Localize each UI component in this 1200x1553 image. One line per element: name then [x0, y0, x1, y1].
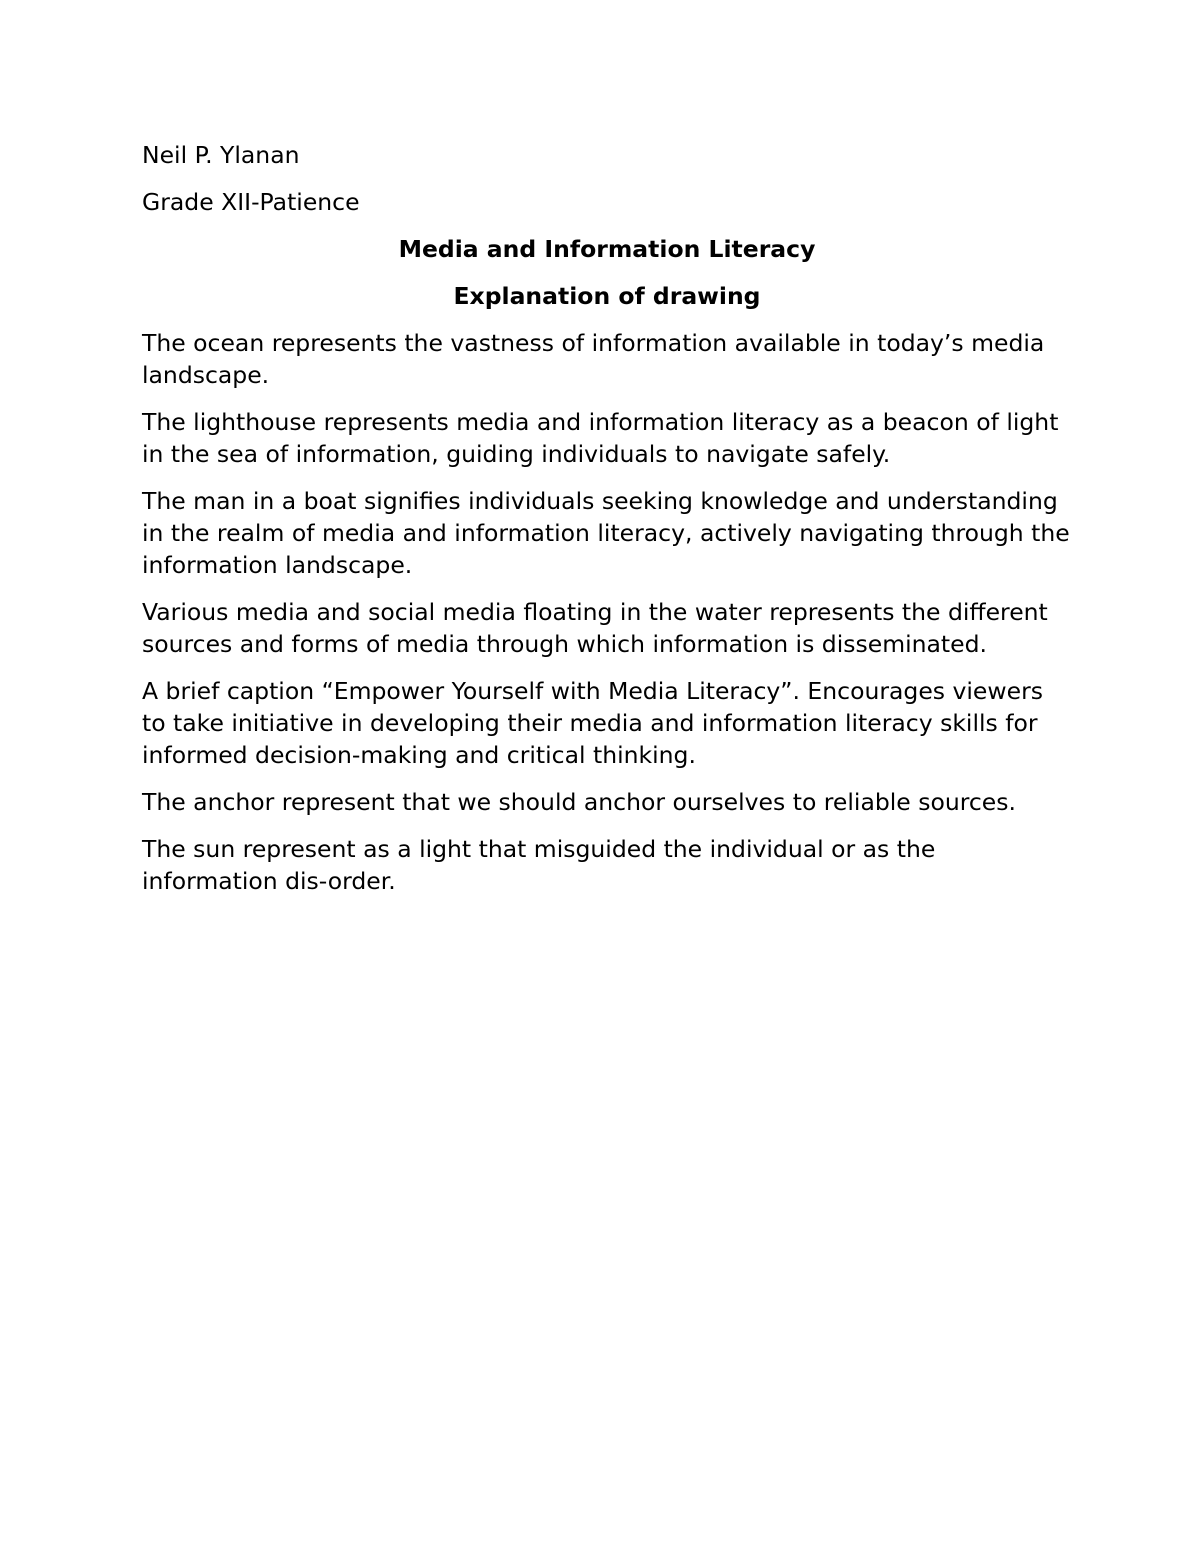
- paragraph-lighthouse: The lighthouse represents media and information literacy as a beacon of light in the sea of information, guiding individuals to navigate safely.: [142, 408, 1059, 468]
- paragraph-sun: The sun represent as a light that misguided the individual or as the information dis-order.: [142, 835, 936, 895]
- paragraph-man-in-boat: The man in a boat signifies individuals seeking knowledge and understanding in the realm of media and information literacy, actively navigating through the information landscape.: [142, 487, 1070, 579]
- paragraph-various-media: Various media and social media floating in the water represents the different sources and forms of media through which information is disseminated.: [142, 598, 1048, 658]
- document-subtitle: Explanation of drawing: [453, 282, 761, 310]
- document-title: Media and Information Literacy: [398, 235, 816, 263]
- author-name: Neil P. Ylanan: [142, 141, 300, 169]
- paragraph-ocean: The ocean represents the vastness of information available in today’s media landscape.: [142, 329, 1045, 389]
- paragraph-caption: A brief caption “Empower Yourself with Media Literacy”. Encourages viewers to take initiative in developing their media and information literacy skills for informed decision-making and critical thinking.: [142, 677, 1043, 769]
- grade-section: Grade XII-Patience: [142, 188, 360, 216]
- paragraph-anchor: The anchor represent that we should anchor ourselves to reliable sources.: [142, 788, 1016, 816]
- document-body: [142, 139, 1072, 912]
